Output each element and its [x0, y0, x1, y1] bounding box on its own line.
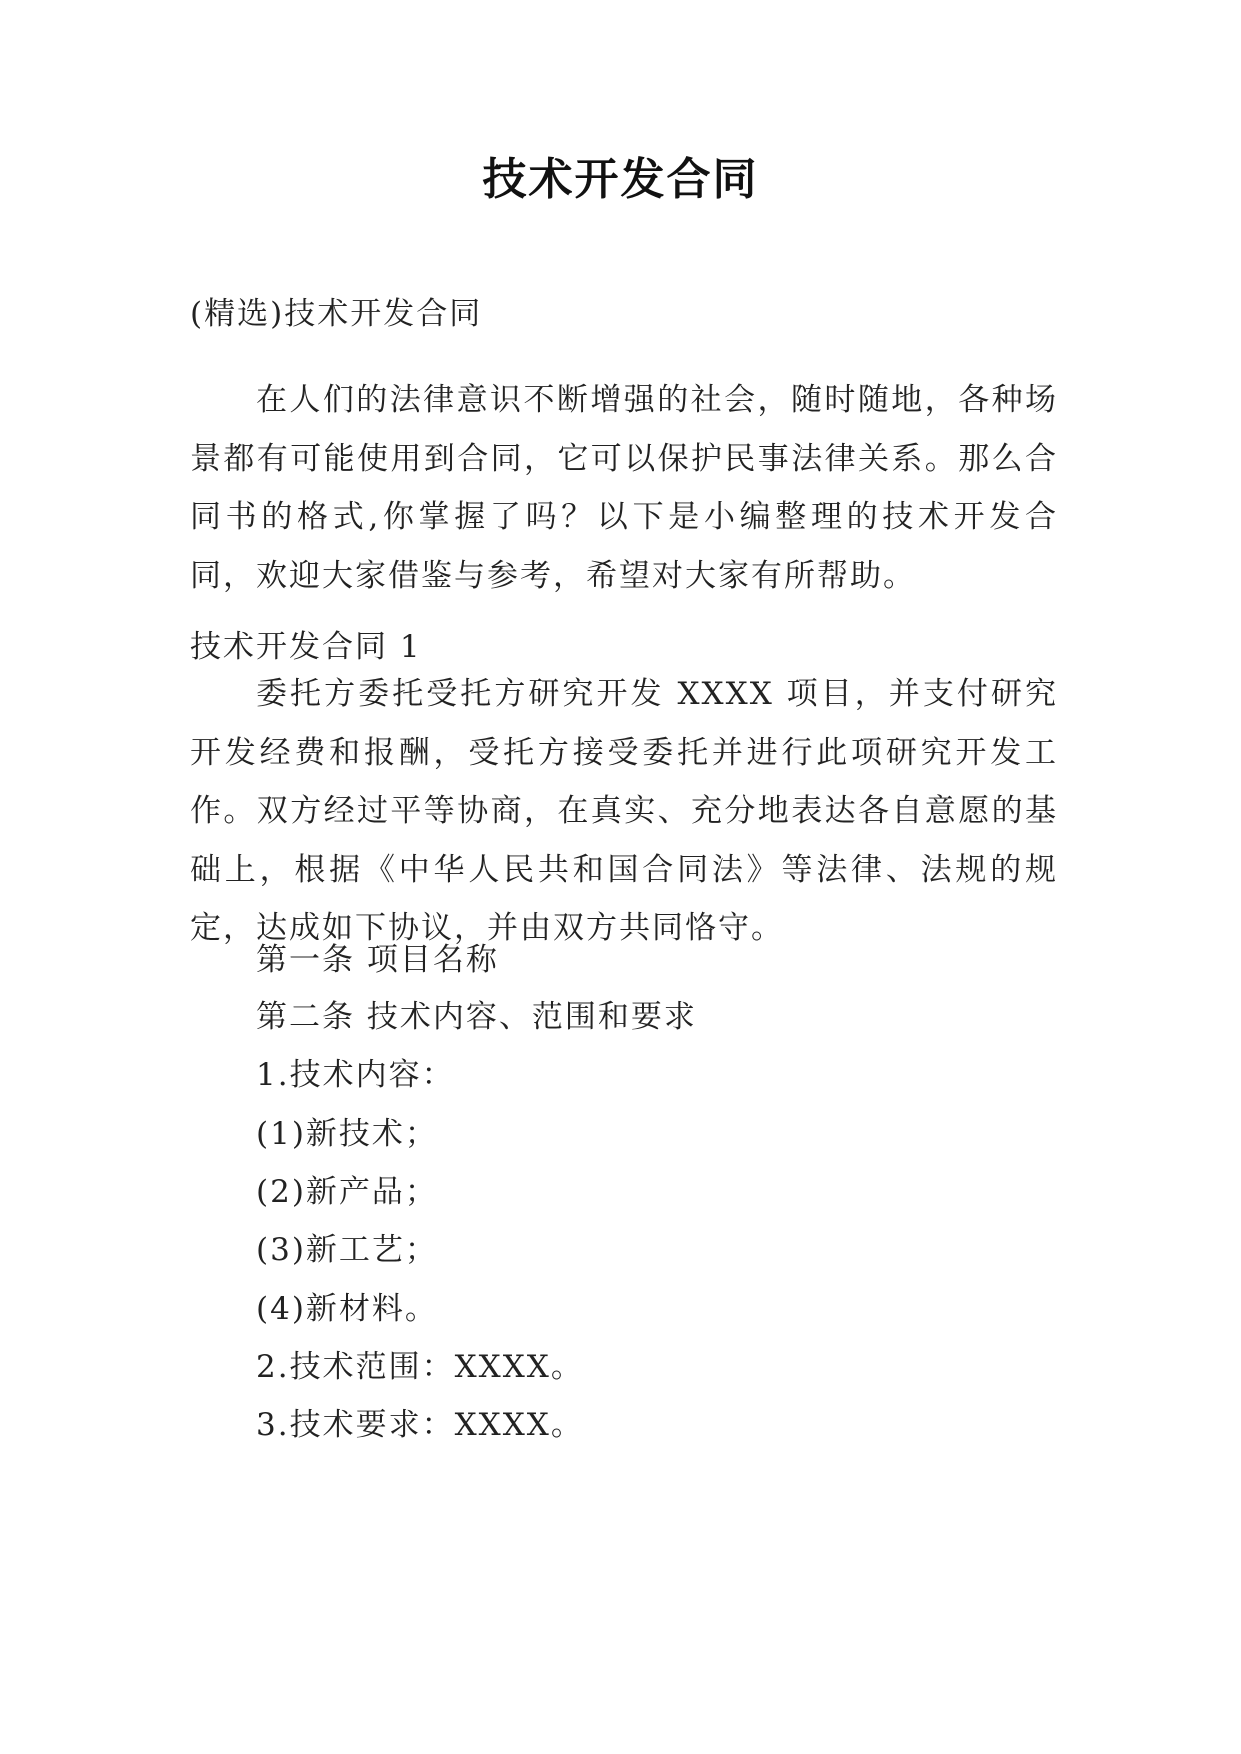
document-subtitle: (精选)技术开发合同 — [190, 296, 483, 332]
article-1: 第一条 项目名称 — [256, 942, 499, 978]
list-subitem-new-technology: (1)新技术； — [256, 1116, 438, 1152]
list-subitem-new-material: (4)新材料。 — [256, 1291, 438, 1327]
document-title: 技术开发合同 — [482, 154, 759, 205]
section-heading: 技术开发合同 1 — [190, 629, 422, 665]
list-item-technical-scope: 2.技术范围：XXXX。 — [256, 1349, 584, 1385]
article-2: 第二条 技术内容、范围和要求 — [256, 999, 697, 1035]
section-paragraph: 委托方委托受托方研究开发 XXXX 项目，并支付研究开发经费和报酬，受托方接受委托并进行此项研究开发工作。双方经过平等协商，在真实、充分地表达各自意愿的基础上，根据《中华人民共和国合同法》等法律、法规的规定，达成如下协议，并由双方共同恪守。 — [190, 676, 1058, 946]
list-item-technical-requirements: 3.技术要求：XXXX。 — [256, 1407, 584, 1443]
list-subitem-new-product: (2)新产品； — [256, 1174, 438, 1210]
list-item-technical-content: 1.技术内容： — [256, 1057, 455, 1093]
intro-paragraph: 在人们的法律意识不断增强的社会，随时随地，各种场景都有可能使用到合同，它可以保护民事法律关系。那么合同书的格式,你掌握了吗？以下是小编整理的技术开发合同，欢迎大家借鉴与参考，希望对大家有所帮助。 — [190, 382, 1058, 594]
list-subitem-new-process: (3)新工艺； — [256, 1232, 438, 1268]
